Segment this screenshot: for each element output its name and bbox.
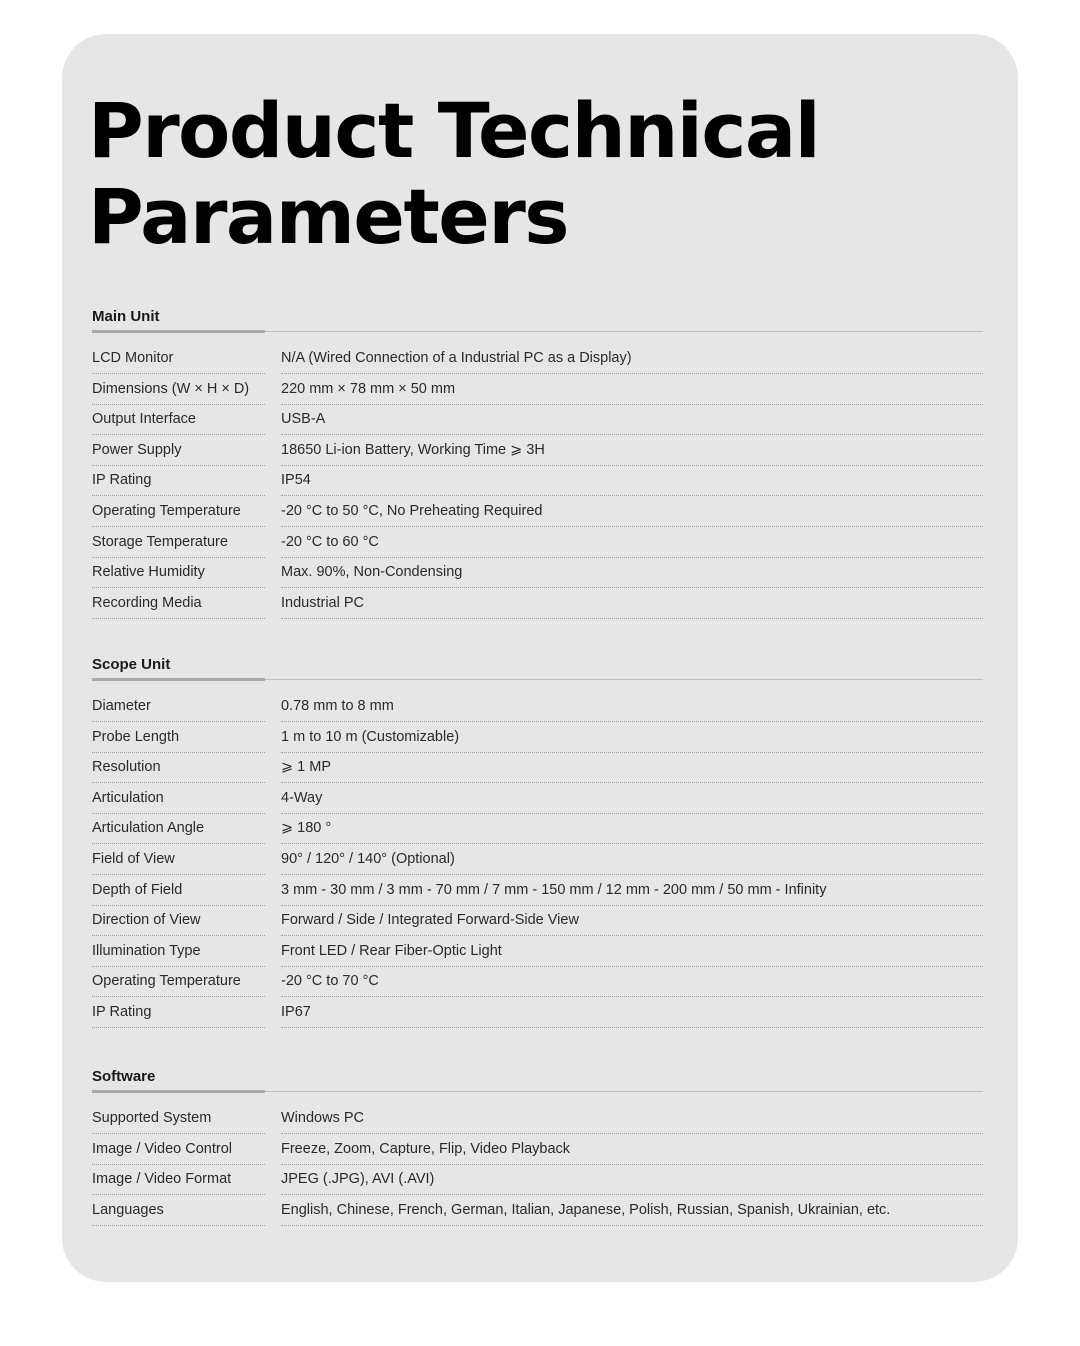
spec-row xyxy=(92,589,983,620)
spec-label: Image / Video Format xyxy=(92,1165,265,1195)
spec-row xyxy=(92,998,983,1029)
spec-label: Articulation xyxy=(92,784,265,814)
section-title: Software xyxy=(92,1068,156,1085)
spec-row xyxy=(92,558,983,589)
section-header xyxy=(92,1061,983,1092)
spec-value: USB-A xyxy=(281,405,983,435)
spec-label: Supported System xyxy=(92,1104,265,1134)
spec-row xyxy=(92,814,983,845)
spec-label: Resolution xyxy=(92,753,265,783)
section-title: Main Unit xyxy=(92,308,160,325)
spec-label: Diameter xyxy=(92,692,265,722)
spec-row xyxy=(92,753,983,784)
spec-value: Max. 90%, Non-Condensing xyxy=(281,558,983,588)
spec-row xyxy=(92,692,983,723)
spec-row xyxy=(92,1196,983,1227)
spec-row xyxy=(92,436,983,467)
spec-label: Output Interface xyxy=(92,405,265,435)
spec-label: Relative Humidity xyxy=(92,558,265,588)
spec-row xyxy=(92,1135,983,1166)
spec-value: JPEG (.JPG), AVI (.AVI) xyxy=(281,1165,983,1195)
spec-value: IP54 xyxy=(281,466,983,496)
spec-label: Direction of View xyxy=(92,906,265,936)
spec-label: IP Rating xyxy=(92,466,265,496)
spec-value: N/A (Wired Connection of a Industrial PC as a Display) xyxy=(281,344,983,374)
spec-row xyxy=(92,344,983,375)
spec-label: Dimensions (W × H × D) xyxy=(92,375,265,405)
spec-label: Operating Temperature xyxy=(92,967,265,997)
section-main-unit xyxy=(92,301,983,619)
spec-label: Recording Media xyxy=(92,589,265,619)
spec-row xyxy=(92,967,983,998)
spec-row xyxy=(92,1104,983,1135)
spec-value: 90° / 120° / 140° (Optional) xyxy=(281,845,983,875)
spec-table xyxy=(92,332,983,619)
spec-row xyxy=(92,528,983,559)
spec-label: Illumination Type xyxy=(92,937,265,967)
spec-value: -20 °C to 60 °C xyxy=(281,528,983,558)
spec-row xyxy=(92,1165,983,1196)
spec-row xyxy=(92,845,983,876)
spec-label: Articulation Angle xyxy=(92,814,265,844)
section-scope-unit xyxy=(92,649,983,1029)
spec-value: Front LED / Rear Fiber-Optic Light xyxy=(281,937,983,967)
spec-row xyxy=(92,497,983,528)
spec-row xyxy=(92,466,983,497)
spec-label: Field of View xyxy=(92,845,265,875)
section-underline xyxy=(92,330,265,333)
spec-value: IP67 xyxy=(281,998,983,1028)
spec-table xyxy=(92,680,983,1029)
spec-value: 4-Way xyxy=(281,784,983,814)
spec-label: Power Supply xyxy=(92,436,265,466)
spec-value: English, Chinese, French, German, Italian, Japanese, Polish, Russian, Spanish, Ukrainian, etc. xyxy=(281,1196,983,1226)
section-software xyxy=(92,1061,983,1226)
section-underline xyxy=(92,678,265,681)
spec-label: Probe Length xyxy=(92,723,265,753)
section-header xyxy=(92,301,983,332)
section-header xyxy=(92,649,983,680)
spec-value: 220 mm × 78 mm × 50 mm xyxy=(281,375,983,405)
spec-value: Industrial PC xyxy=(281,589,983,619)
page-title xyxy=(88,88,819,260)
section-underline xyxy=(92,1090,265,1093)
spec-label: Storage Temperature xyxy=(92,528,265,558)
spec-row xyxy=(92,375,983,406)
spec-value: ⩾ 180 ° xyxy=(281,814,983,844)
spec-value: ⩾ 1 MP xyxy=(281,753,983,783)
spec-row xyxy=(92,723,983,754)
spec-value: -20 °C to 70 °C xyxy=(281,967,983,997)
spec-value: 1 m to 10 m (Customizable) xyxy=(281,723,983,753)
spec-label: LCD Monitor xyxy=(92,344,265,374)
spec-row xyxy=(92,876,983,907)
spec-label: Image / Video Control xyxy=(92,1135,265,1165)
spec-label: Depth of Field xyxy=(92,876,265,906)
section-title: Scope Unit xyxy=(92,656,171,673)
spec-label: Operating Temperature xyxy=(92,497,265,527)
spec-value: 0.78 mm to 8 mm xyxy=(281,692,983,722)
spec-row xyxy=(92,906,983,937)
spec-value: -20 °C to 50 °C, No Preheating Required xyxy=(281,497,983,527)
spec-label: IP Rating xyxy=(92,998,265,1028)
spec-value: 3 mm - 30 mm / 3 mm - 70 mm / 7 mm - 150 mm / 12 mm - 200 mm / 50 mm - Infinity xyxy=(281,876,983,906)
spec-table xyxy=(92,1092,983,1226)
page-title-line-1: Product Technical xyxy=(88,86,820,175)
spec-row xyxy=(92,405,983,436)
spec-row xyxy=(92,937,983,968)
spec-value: Windows PC xyxy=(281,1104,983,1134)
spec-value: Forward / Side / Integrated Forward-Side View xyxy=(281,906,983,936)
spec-row xyxy=(92,784,983,815)
spec-value: Freeze, Zoom, Capture, Flip, Video Playback xyxy=(281,1135,983,1165)
page-title-line-2: Parameters xyxy=(88,172,569,261)
spec-label: Languages xyxy=(92,1196,265,1226)
spec-value: 18650 Li-ion Battery, Working Time ⩾ 3H xyxy=(281,436,983,466)
